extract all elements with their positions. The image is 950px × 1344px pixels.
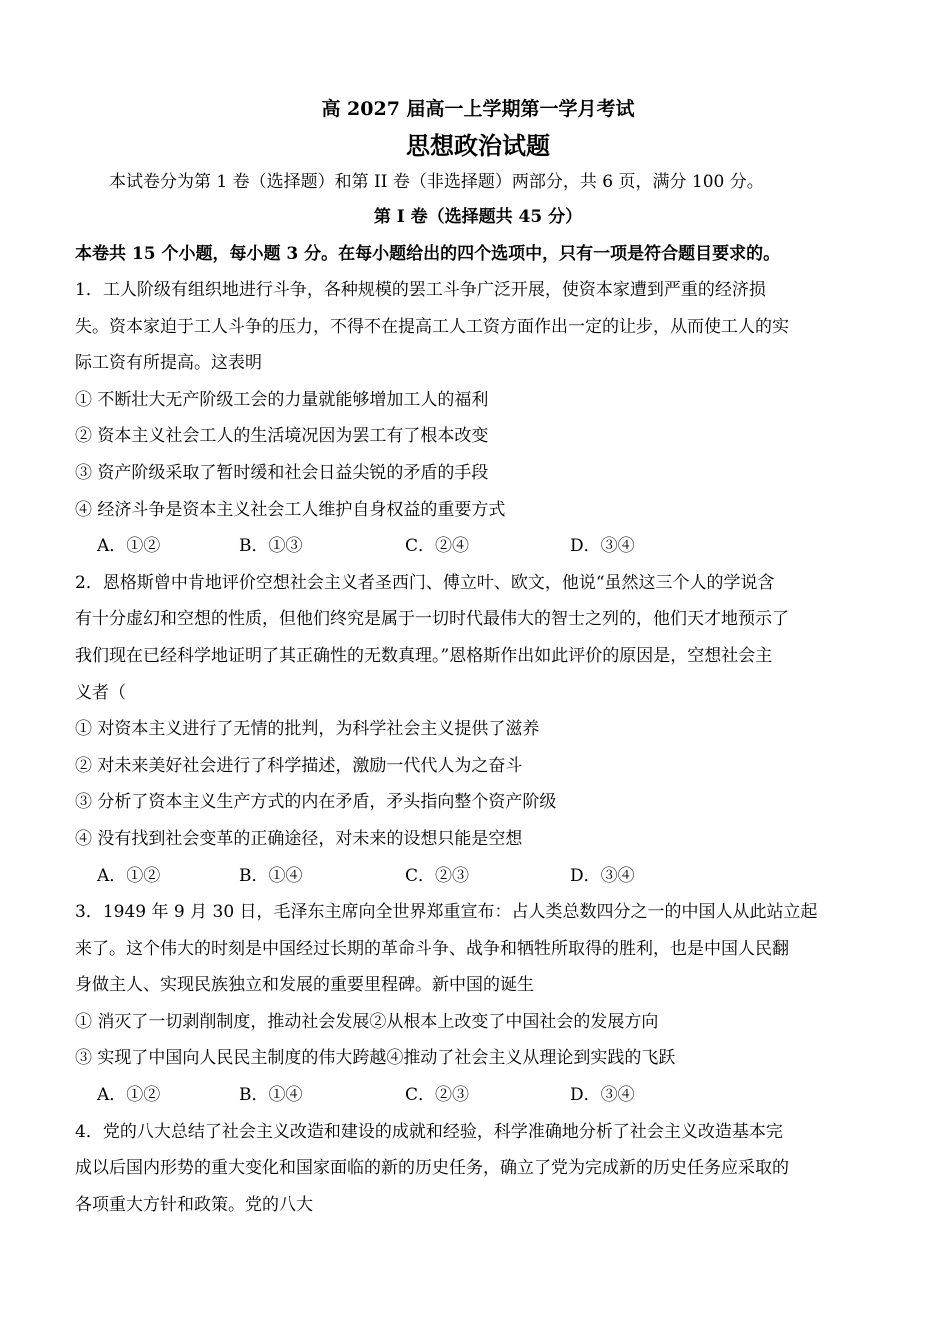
choice-b: B．①④ — [239, 1085, 303, 1106]
choice-a: A．①② — [97, 1085, 161, 1106]
choice-c: C．②④ — [405, 536, 470, 557]
statement-option: ④ 经济斗争是资本主义社会工人维护自身权益的重要方式 — [75, 499, 506, 520]
question-stem-line: 义者（ — [75, 682, 126, 703]
choice-d: D．③④ — [570, 865, 635, 886]
statement-option: ① 消灭了一切剥削制度，推动社会发展②从根本上改变了中国社会的发展方向 — [75, 1011, 659, 1032]
question-stem-line: 际工资有所提高。这表明 — [75, 353, 262, 374]
question-3 — [75, 894, 881, 1114]
statement-option: ③ 实现了中国向人民民主制度的伟大跨越④推动了社会主义从理论到实践的飞跃 — [75, 1048, 676, 1069]
question-stem-line: 2．恩格斯曾中肯地评价空想社会主义者圣西门、傅立叶、欧文，他说“虽然这三个人的学说含 — [75, 572, 775, 593]
choice-a: A．①② — [97, 865, 161, 886]
question-stem-line: 4．党的八大总结了社会主义改造和建设的成就和经验，科学准确地分析了社会主义改造基本完 — [75, 1121, 783, 1142]
choice-d: D．③④ — [570, 1085, 635, 1106]
choice-b: B．①④ — [239, 865, 303, 886]
exam-intro: 本试卷分为第 1 卷（选择题）和第 II 卷（非选择题）两部分，共 6 页，满分 100 分。 — [109, 172, 764, 192]
statement-option: ③ 分析了资本主义生产方式的内在矛盾，矛头指向整个资产阶级 — [75, 792, 557, 813]
choice-b: B．①③ — [239, 536, 303, 557]
question-stem-line: 成以后国内形势的重大变化和国家面临的新的历史任务，确立了党为完成新的历史任务应采取的 — [75, 1158, 789, 1179]
question-stem-line: 我们现在已经科学地证明了其正确性的无数真理。”恩格斯作出如此评价的原因是，空想社会主 — [75, 645, 773, 666]
question-stem-line: 身做主人、实现民族独立和发展的重要里程碑。新中国的诞生 — [75, 975, 534, 996]
question-stem-line: 各项重大方针和政策。党的八大 — [75, 1194, 313, 1215]
statement-option: ④ 没有找到社会变革的正确途径，对未来的设想只能是空想 — [75, 828, 523, 849]
section-title: 第 I 卷（选择题共 45 分） — [373, 207, 583, 227]
choice-d: D．③④ — [570, 536, 635, 557]
choice-a: A．①② — [97, 536, 161, 557]
choice-c: C．②③ — [405, 1085, 470, 1106]
question-stem-line: 有十分虚幻和空想的性质，但他们终究是属于一切时代最伟大的智士之列的，他们天才地预示了 — [75, 609, 789, 630]
question-1 — [75, 272, 881, 565]
question-stem-line: 来了。这个伟大的时刻是中国经过长期的革命斗争、战争和牺牲所取得的胜利，也是中国人民翻 — [75, 938, 789, 959]
statement-option: ① 不断壮大无产阶级工会的力量就能够增加工人的福利 — [75, 389, 489, 410]
exam-title: 高 2027 届高一上学期第一学月考试 — [321, 98, 635, 120]
exam-page — [75, 92, 881, 1223]
question-4 — [75, 1114, 881, 1224]
answer-choices — [75, 1077, 881, 1114]
answer-choices — [75, 528, 881, 565]
statement-option: ② 资本主义社会工人的生活境况因为罢工有了根本改变 — [75, 426, 489, 447]
choice-c: C．②③ — [405, 865, 470, 886]
statement-option: ① 对资本主义进行了无情的批判，为科学社会主义提供了滋养 — [75, 719, 540, 740]
question-stem-line: 失。资本家迫于工人斗争的压力，不得不在提高工人工资方面作出一定的让步，从而使工人的实 — [75, 316, 789, 337]
section-instruction: 本卷共 15 个小题，每小题 3 分。在每小题给出的四个选项中，只有一项是符合题目要求的。 — [75, 244, 781, 264]
question-stem-line: 3．1949 年 9 月 30 日，毛泽东主席向全世界郑重宣布：占人类总数四分之一的中国人从此站立起 — [75, 902, 818, 923]
subject-title: 思想政治试题 — [406, 131, 550, 160]
question-stem-line: 1．工人阶级有组织地进行斗争，各种规模的罢工斗争广泛开展，使资本家遭到严重的经济损 — [75, 280, 766, 300]
statement-option: ② 对未来美好社会进行了科学描述，激励一代代人为之奋斗 — [75, 755, 523, 776]
statement-option: ③ 资产阶级采取了暂时缓和社会日益尖锐的矛盾的手段 — [75, 462, 489, 483]
question-2 — [75, 565, 881, 894]
answer-choices — [75, 858, 881, 895]
